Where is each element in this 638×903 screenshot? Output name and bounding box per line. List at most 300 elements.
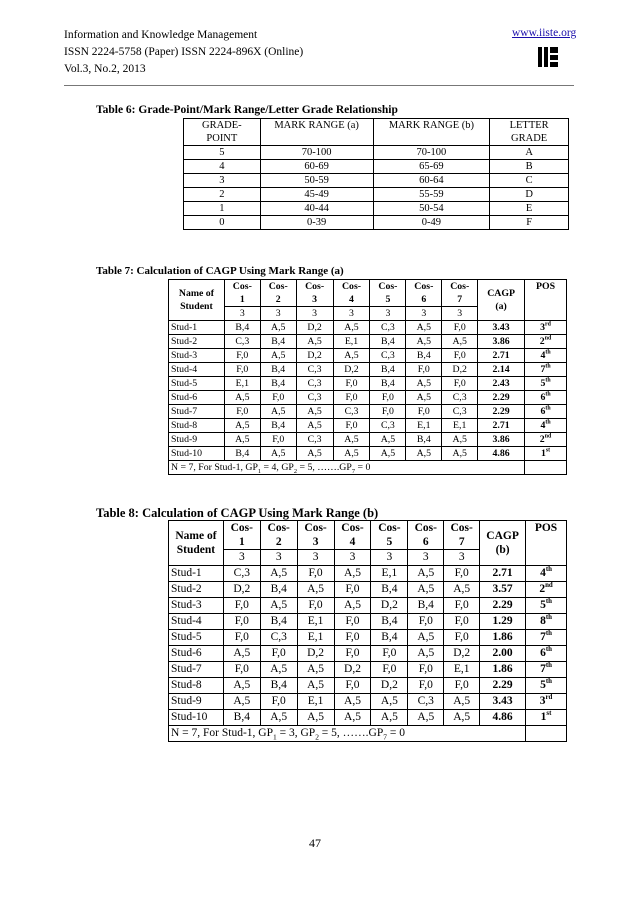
- position-number: 5: [540, 679, 546, 691]
- table-row: [169, 646, 567, 662]
- credit-unit-cell: 3: [406, 307, 442, 321]
- iiste-logo: [537, 45, 559, 69]
- student-name-cell: Stud-7: [169, 405, 225, 419]
- grade-cell: A,5: [223, 646, 260, 662]
- cagp-value-cell: 3.86: [478, 335, 525, 349]
- grade-cell: A,5: [260, 349, 296, 363]
- credit-unit-cell: 3: [260, 550, 297, 566]
- journal-volume: Vol.3, No.2, 2013: [64, 63, 146, 75]
- student-name-cell: Stud-8: [169, 678, 224, 694]
- grade-cell: A,5: [260, 710, 297, 726]
- table-cell: 60-69: [260, 160, 373, 174]
- position-cell: [526, 630, 567, 646]
- grade-cell: E,1: [406, 419, 442, 433]
- grade-cell: A,5: [444, 694, 480, 710]
- table-row: [169, 433, 567, 447]
- position-suffix: th: [545, 662, 552, 670]
- note-text: = 5, …….GP: [318, 727, 384, 739]
- table-cell: E: [490, 202, 569, 216]
- grade-cell: F,0: [406, 363, 442, 377]
- credit-unit-cell: 3: [442, 307, 478, 321]
- grade-cell: C,3: [370, 349, 406, 363]
- position-suffix: th: [545, 598, 552, 606]
- position-cell: [526, 614, 567, 630]
- table-cell: B: [490, 160, 569, 174]
- position-suffix: rd: [545, 321, 551, 328]
- table6-header-letter-grade: LETTER GRADE: [490, 119, 569, 146]
- note-text: = 0: [386, 727, 405, 739]
- grade-cell: A,5: [334, 598, 371, 614]
- grade-cell: F,0: [406, 405, 442, 419]
- cagp-value-cell: 1.86: [480, 630, 526, 646]
- cagp-value-cell: 2.00: [480, 646, 526, 662]
- position-number: 7: [540, 663, 546, 675]
- grade-cell: A,5: [442, 433, 478, 447]
- position-number: 5: [540, 599, 546, 611]
- grade-cell: C,3: [442, 405, 478, 419]
- table-cell: 45-49: [260, 188, 373, 202]
- table-header-cell: POS: [526, 521, 567, 566]
- student-name-cell: Stud-7: [169, 662, 224, 678]
- table-row: [169, 582, 567, 598]
- grade-cell: A,5: [333, 433, 370, 447]
- grade-cell: B,4: [223, 710, 260, 726]
- note-subscript: 2: [293, 467, 298, 475]
- cagp-value-cell: 4.86: [480, 710, 526, 726]
- grade-cell: E,1: [444, 662, 480, 678]
- grade-cell: A,5: [444, 582, 480, 598]
- grade-cell: F,0: [260, 433, 296, 447]
- position-suffix: th: [545, 419, 551, 426]
- position-suffix: th: [545, 630, 552, 638]
- table-cell: 4: [184, 160, 261, 174]
- grade-cell: F,0: [223, 630, 260, 646]
- grade-cell: E,1: [297, 630, 334, 646]
- student-name-cell: Stud-4: [169, 614, 224, 630]
- formula-note-cell: [169, 461, 525, 475]
- cagp-value-cell: 2.43: [478, 377, 525, 391]
- position-number: 6: [540, 647, 546, 659]
- grade-cell: A,5: [297, 710, 334, 726]
- note-text: = 0: [355, 462, 371, 473]
- grade-cell: A,5: [333, 349, 370, 363]
- table-row: [169, 363, 567, 377]
- grade-cell: B,4: [224, 447, 260, 461]
- position-cell: [525, 335, 567, 349]
- grade-cell: A,5: [224, 419, 260, 433]
- grade-cell: B,4: [260, 614, 297, 630]
- position-suffix: th: [545, 349, 551, 356]
- position-cell: [525, 321, 567, 335]
- grade-cell: F,0: [370, 405, 406, 419]
- grade-cell: D,2: [296, 321, 333, 335]
- grade-cell: E,1: [297, 614, 334, 630]
- credit-unit-cell: 3: [296, 307, 333, 321]
- table-cell: 0-49: [373, 216, 490, 230]
- empty-cell: [526, 726, 567, 742]
- grade-cell: F,0: [408, 678, 444, 694]
- grade-cell: C,3: [260, 630, 297, 646]
- credit-unit-cell: 3: [223, 550, 260, 566]
- grade-cell: A,5: [408, 646, 444, 662]
- grade-cell: C,3: [296, 363, 333, 377]
- grade-cell: F,0: [444, 630, 480, 646]
- grade-cell: D,2: [371, 598, 408, 614]
- grade-cell: C,3: [333, 405, 370, 419]
- note-text: N = 7, For Stud-1, GP: [171, 462, 258, 473]
- grade-cell: D,2: [334, 662, 371, 678]
- position-number: 2: [539, 434, 545, 445]
- position-suffix: st: [546, 710, 552, 718]
- position-suffix: th: [545, 377, 551, 384]
- formula-note-cell: [169, 726, 526, 742]
- table-cell: 60-64: [373, 174, 490, 188]
- table-header-cell: Cos- 1: [224, 280, 260, 307]
- grade-cell: B,4: [370, 363, 406, 377]
- position-cell: [526, 646, 567, 662]
- cagp-value-cell: 2.71: [478, 419, 525, 433]
- position-number: 5: [540, 378, 546, 389]
- position-cell: [525, 349, 567, 363]
- table8-caption: Table 8: Calculation of CAGP Using Mark Range (b): [96, 506, 379, 520]
- grade-cell: F,0: [223, 662, 260, 678]
- grade-cell: A,5: [333, 321, 370, 335]
- position-number: 6: [540, 392, 546, 403]
- table-header-cell: Cos- 6: [406, 280, 442, 307]
- cagp-value-cell: 2.71: [480, 566, 526, 582]
- table-header-cell: Cos- 3: [297, 521, 334, 550]
- position-suffix: th: [545, 614, 552, 622]
- grade-cell: A,5: [260, 566, 297, 582]
- grade-cell: B,4: [260, 582, 297, 598]
- table-row: [169, 566, 567, 582]
- grade-cell: A,5: [408, 710, 444, 726]
- table-header-cell: CAGP (a): [478, 280, 525, 321]
- grade-cell: F,0: [334, 614, 371, 630]
- position-cell: [526, 678, 567, 694]
- note-text: N = 7, For Stud-1, GP: [171, 727, 274, 739]
- cagp-value-cell: 2.71: [478, 349, 525, 363]
- table-cell: 70-100: [260, 146, 373, 160]
- journal-issn: ISSN 2224-5758 (Paper) ISSN 2224-896X (Online): [64, 46, 304, 58]
- position-number: 2: [539, 336, 545, 347]
- position-cell: [525, 405, 567, 419]
- cagp-value-cell: 2.29: [480, 598, 526, 614]
- student-name-cell: Stud-1: [169, 566, 224, 582]
- grade-cell: C,3: [224, 335, 260, 349]
- grade-cell: F,0: [224, 405, 260, 419]
- table-cell: 50-54: [373, 202, 490, 216]
- grade-cell: A,5: [260, 662, 297, 678]
- table-cell: 1: [184, 202, 261, 216]
- grade-cell: F,0: [333, 391, 370, 405]
- grade-cell: F,0: [334, 646, 371, 662]
- cagp-value-cell: 2.29: [478, 405, 525, 419]
- table-cell: C: [490, 174, 569, 188]
- table-row: [169, 678, 567, 694]
- table-row: [184, 160, 569, 174]
- note-text: = 5, …….GP: [297, 462, 352, 473]
- student-name-cell: Stud-2: [169, 335, 225, 349]
- table-header-cell: Name of Student: [169, 521, 224, 566]
- position-suffix: nd: [544, 433, 552, 440]
- cagp-table-a: [168, 279, 567, 475]
- position-suffix: th: [545, 646, 552, 654]
- position-suffix: th: [545, 678, 552, 686]
- note-row: [169, 461, 567, 475]
- grade-cell: D,2: [223, 582, 260, 598]
- student-name-cell: Stud-5: [169, 630, 224, 646]
- grade-cell: A,5: [408, 582, 444, 598]
- position-cell: [526, 598, 567, 614]
- grade-cell: A,5: [406, 321, 442, 335]
- position-number: 7: [540, 364, 546, 375]
- grade-cell: A,5: [408, 630, 444, 646]
- table-cell: 5: [184, 146, 261, 160]
- cagp-value-cell: 3.43: [478, 321, 525, 335]
- table-row: [184, 202, 569, 216]
- table-cell: F: [490, 216, 569, 230]
- grade-cell: F,0: [333, 377, 370, 391]
- position-cell: [525, 433, 567, 447]
- table-header-cell: Cos- 7: [442, 280, 478, 307]
- grade-cell: A,5: [371, 710, 408, 726]
- grade-cell: A,5: [406, 377, 442, 391]
- cagp-value-cell: 1.29: [480, 614, 526, 630]
- table-header-row: [169, 280, 567, 307]
- table-row: [169, 335, 567, 349]
- position-suffix: nd: [545, 582, 553, 590]
- table-row: [184, 146, 569, 160]
- table-header-cell: Cos- 3: [296, 280, 333, 307]
- table-cell: 65-69: [373, 160, 490, 174]
- table-header-cell: Cos- 1: [223, 521, 260, 550]
- position-suffix: st: [545, 447, 551, 454]
- grade-cell: F,0: [224, 349, 260, 363]
- note-subscript: 7: [351, 467, 356, 475]
- position-cell: [525, 391, 567, 405]
- grade-cell: B,4: [408, 598, 444, 614]
- table-row: [169, 694, 567, 710]
- position-suffix: th: [545, 405, 551, 412]
- credit-unit-cell: 3: [444, 550, 480, 566]
- student-name-cell: Stud-10: [169, 710, 224, 726]
- grade-cell: C,3: [370, 321, 406, 335]
- table-cell: 50-59: [260, 174, 373, 188]
- grade-cell: A,5: [223, 694, 260, 710]
- grade-cell: B,4: [224, 321, 260, 335]
- student-name-cell: Stud-2: [169, 582, 224, 598]
- grade-cell: F,0: [408, 662, 444, 678]
- student-name-cell: Stud-9: [169, 433, 225, 447]
- table-header-cell: Cos- 2: [260, 280, 296, 307]
- grade-cell: E,1: [224, 377, 260, 391]
- table6-header-range-a: MARK RANGE (a): [260, 119, 373, 146]
- table-header-cell: POS: [525, 280, 567, 321]
- journal-url-link[interactable]: www.iiste.org: [512, 27, 577, 39]
- grade-cell: F,0: [444, 598, 480, 614]
- table-cell: 0-39: [260, 216, 373, 230]
- grade-cell: C,3: [370, 419, 406, 433]
- position-cell: [526, 662, 567, 678]
- position-suffix: th: [545, 391, 551, 398]
- student-name-cell: Stud-3: [169, 349, 225, 363]
- grade-cell: A,5: [296, 419, 333, 433]
- grade-cell: E,1: [442, 419, 478, 433]
- cagp-value-cell: 1.86: [480, 662, 526, 678]
- grade-cell: F,0: [260, 646, 297, 662]
- grade-cell: D,2: [442, 363, 478, 377]
- grade-cell: B,4: [406, 349, 442, 363]
- position-number: 3: [540, 322, 546, 333]
- grade-cell: F,0: [371, 646, 408, 662]
- table-row: [169, 710, 567, 726]
- student-name-cell: Stud-6: [169, 646, 224, 662]
- grade-cell: B,4: [371, 630, 408, 646]
- grade-cell: F,0: [371, 662, 408, 678]
- grade-cell: F,0: [408, 614, 444, 630]
- table-row: [169, 662, 567, 678]
- table-row: [184, 174, 569, 188]
- position-cell: [525, 377, 567, 391]
- position-number: 3: [539, 695, 546, 707]
- empty-cell: [525, 461, 567, 475]
- table-cell: 3: [184, 174, 261, 188]
- grade-cell: A,5: [334, 710, 371, 726]
- student-name-cell: Stud-6: [169, 391, 225, 405]
- grade-cell: A,5: [297, 662, 334, 678]
- cagp-value-cell: 3.57: [480, 582, 526, 598]
- position-number: 4: [540, 567, 546, 579]
- grade-cell: B,4: [260, 363, 296, 377]
- table-header-row: [169, 521, 567, 550]
- position-cell: [525, 447, 567, 461]
- position-number: 6: [540, 406, 546, 417]
- student-name-cell: Stud-3: [169, 598, 224, 614]
- position-cell: [526, 566, 567, 582]
- table-row: [169, 405, 567, 419]
- grade-cell: A,5: [442, 335, 478, 349]
- position-cell: [526, 582, 567, 598]
- table-row: [169, 447, 567, 461]
- grade-cell: F,0: [224, 363, 260, 377]
- grade-cell: F,0: [333, 419, 370, 433]
- grade-cell: A,5: [334, 694, 371, 710]
- grade-cell: A,5: [297, 678, 334, 694]
- table-header-cell: Cos- 2: [260, 521, 297, 550]
- grade-cell: F,0: [223, 614, 260, 630]
- cagp-value-cell: 4.86: [478, 447, 525, 461]
- credit-unit-cell: 3: [334, 550, 371, 566]
- table-cell: 55-59: [373, 188, 490, 202]
- table-header-cell: Cos- 4: [333, 280, 370, 307]
- grade-cell: E,1: [371, 566, 408, 582]
- table-header-cell: Cos- 5: [371, 521, 408, 550]
- table-header-cell: CAGP (b): [480, 521, 526, 566]
- note-subscript: 7: [383, 732, 387, 742]
- grade-cell: A,5: [442, 447, 478, 461]
- table-cell: A: [490, 146, 569, 160]
- position-number: 4: [540, 350, 546, 361]
- student-name-cell: Stud-1: [169, 321, 225, 335]
- position-suffix: th: [545, 363, 551, 370]
- grade-cell: F,0: [442, 321, 478, 335]
- grade-cell: F,0: [223, 598, 260, 614]
- position-number: 8: [540, 615, 546, 627]
- table-row: [169, 349, 567, 363]
- position-cell: [526, 710, 567, 726]
- position-suffix: th: [545, 566, 552, 574]
- table-row: [169, 630, 567, 646]
- grade-cell: F,0: [260, 694, 297, 710]
- grade-cell: F,0: [442, 377, 478, 391]
- grade-cell: F,0: [260, 391, 296, 405]
- table-row: [169, 419, 567, 433]
- grade-cell: B,4: [260, 678, 297, 694]
- grade-cell: A,5: [406, 447, 442, 461]
- table-header-cell: Cos- 7: [444, 521, 480, 550]
- note-text: = 3, GP: [276, 727, 316, 739]
- position-suffix: nd: [544, 335, 552, 342]
- grade-cell: A,5: [444, 710, 480, 726]
- position-number: 4: [540, 420, 546, 431]
- grade-cell: B,4: [260, 377, 296, 391]
- grade-cell: F,0: [297, 598, 334, 614]
- note-subscript: 2: [315, 732, 319, 742]
- grade-cell: F,0: [334, 678, 371, 694]
- table-row: [169, 614, 567, 630]
- grade-cell: B,4: [371, 582, 408, 598]
- credit-unit-cell: 3: [297, 550, 334, 566]
- page-number: 47: [309, 836, 321, 850]
- grade-cell: C,3: [296, 391, 333, 405]
- cagp-value-cell: 3.43: [480, 694, 526, 710]
- grade-cell: A,5: [408, 566, 444, 582]
- grade-table: [183, 118, 569, 230]
- position-number: 1: [540, 448, 546, 459]
- cagp-table-b: [168, 520, 567, 742]
- position-number: 1: [540, 711, 547, 723]
- credit-unit-cell: 3: [408, 550, 444, 566]
- grade-cell: F,0: [334, 630, 371, 646]
- grade-cell: C,3: [408, 694, 444, 710]
- table-cell: 40-44: [260, 202, 373, 216]
- credit-unit-cell: 3: [371, 550, 408, 566]
- table-row: [169, 598, 567, 614]
- grade-cell: F,0: [442, 349, 478, 363]
- table-cell: 2: [184, 188, 261, 202]
- grade-cell: A,5: [260, 447, 296, 461]
- grade-cell: D,2: [296, 349, 333, 363]
- grade-cell: A,5: [224, 391, 260, 405]
- position-suffix: rd: [545, 694, 553, 702]
- grade-cell: A,5: [370, 447, 406, 461]
- table-header-cell: Cos- 5: [370, 280, 406, 307]
- table-cell: 70-100: [373, 146, 490, 160]
- student-name-cell: Stud-4: [169, 363, 225, 377]
- table7-caption: Table 7: Calculation of CAGP Using Mark Range (a): [96, 265, 344, 277]
- grade-cell: C,3: [296, 377, 333, 391]
- student-name-cell: Stud-8: [169, 419, 225, 433]
- table6-header-range-b: MARK RANGE (b): [373, 119, 490, 146]
- grade-cell: A,5: [296, 335, 333, 349]
- grade-cell: D,2: [371, 678, 408, 694]
- grade-cell: A,5: [260, 598, 297, 614]
- grade-cell: F,0: [444, 678, 480, 694]
- grade-cell: A,5: [333, 447, 370, 461]
- table-cell: 0: [184, 216, 261, 230]
- note-text: = 4, GP: [261, 462, 294, 473]
